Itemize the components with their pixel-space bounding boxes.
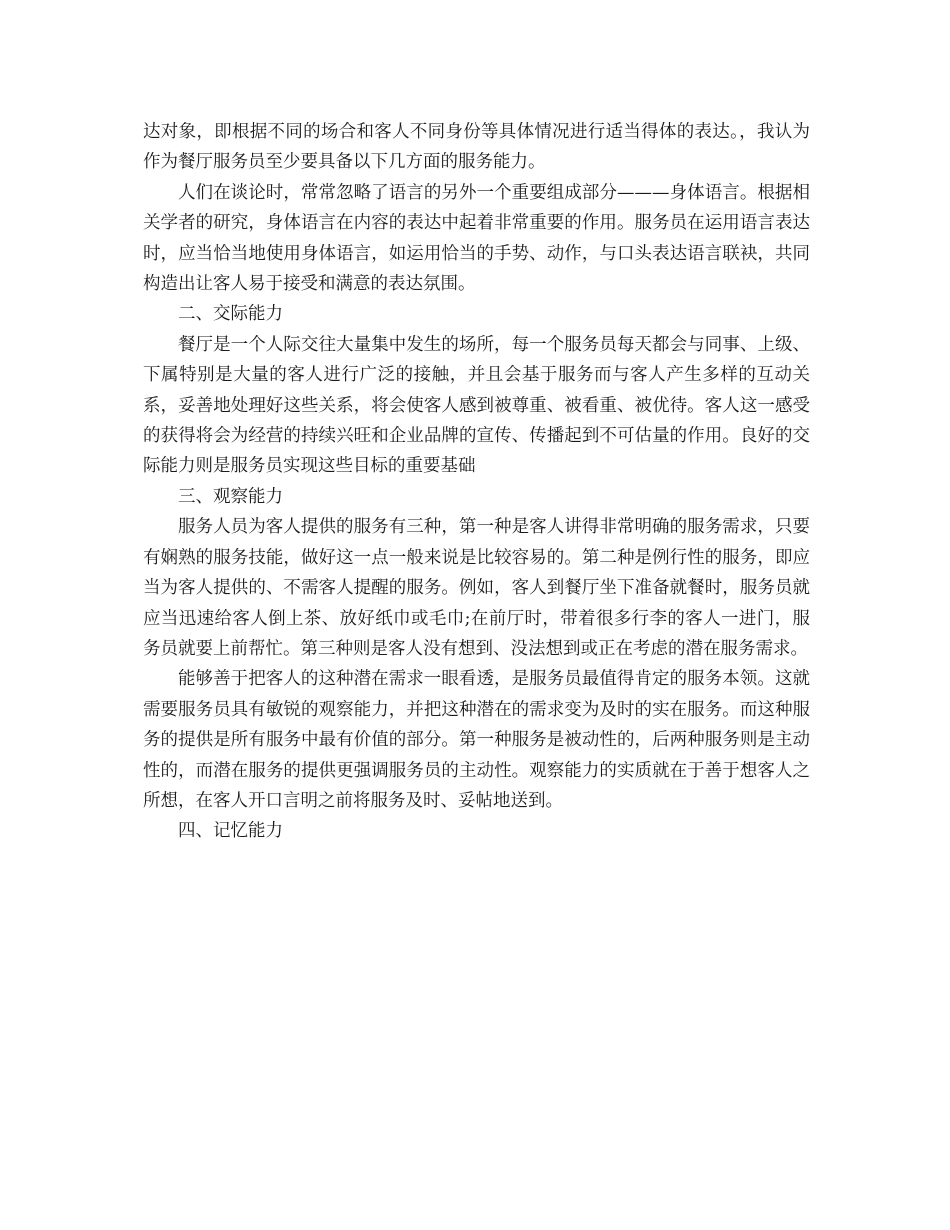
paragraph-observation: 能够善于把客人的这种潜在需求一眼看透，是服务员最值得肯定的服务本领。这就需要服务员具有敏锐的观察能力，并把这种潜在的需求变为及时的实在服务。而这种服务的提供是所有服务中最有价值的部分。第一种服务是被动性的，后两种服务则是主动性的，而潜在服务的提供更强调服务员的主动性。观察能力的实质就在于善于想客人之所想，在客人开口言明之前将服务及时、妥帖地送到。 [143, 669, 810, 811]
section-heading-communication: 二、交际能力 [178, 304, 283, 325]
document-body [143, 117, 810, 847]
paragraph-continued: 达对象，即根据不同的场合和客人不同身份等具体情况进行适当得体的表达。，我认为作为餐厅服务员至少要具备以下几方面的服务能力。 [143, 122, 810, 173]
paragraph-service-types: 服务人员为客人提供的服务有三种，第一种是客人讲得非常明确的服务需求，只要有娴熟的服务技能，做好这一点一般来说是比较容易的。第二种是例行性的服务，即应当为客人提供的、不需客人提醒的服务。例如，客人到餐厅坐下准备就餐时，服务员就应当迅速给客人倒上茶、放好纸巾或毛巾;在前厅时，带着很多行李的客人一进门，服务员就要上前帮忙。第三种则是客人没有想到、没法想到或正在考虑的潜在服务需求。 [143, 517, 810, 659]
paragraph-body-language: 人们在谈论时，常常忽略了语言的另外一个重要组成部分———身体语言。根据相关学者的研究，身体语言在内容的表达中起着非常重要的作用。服务员在运用语言表达时，应当恰当地使用身体语言，如运用恰当的手势、动作，与口头表达语言联袂，共同构造出让客人易于接受和满意的表达氛围。 [143, 182, 810, 295]
section-heading-observation: 三、观察能力 [178, 486, 283, 507]
paragraph-communication: 餐厅是一个人际交往大量集中发生的场所，每一个服务员每天都会与同事、上级、下属特别是大量的客人进行广泛的接触，并且会基于服务而与客人产生多样的互动关系，妥善地处理好这些关系，将会使客人感到被尊重、被看重、被优待。客人这一感受的获得将会为经营的持续兴旺和企业品牌的宣传、传播起到不可估量的作用。良好的交际能力则是服务员实现这些目标的重要基础 [143, 334, 810, 477]
section-heading-memory: 四、记忆能力 [178, 821, 283, 842]
